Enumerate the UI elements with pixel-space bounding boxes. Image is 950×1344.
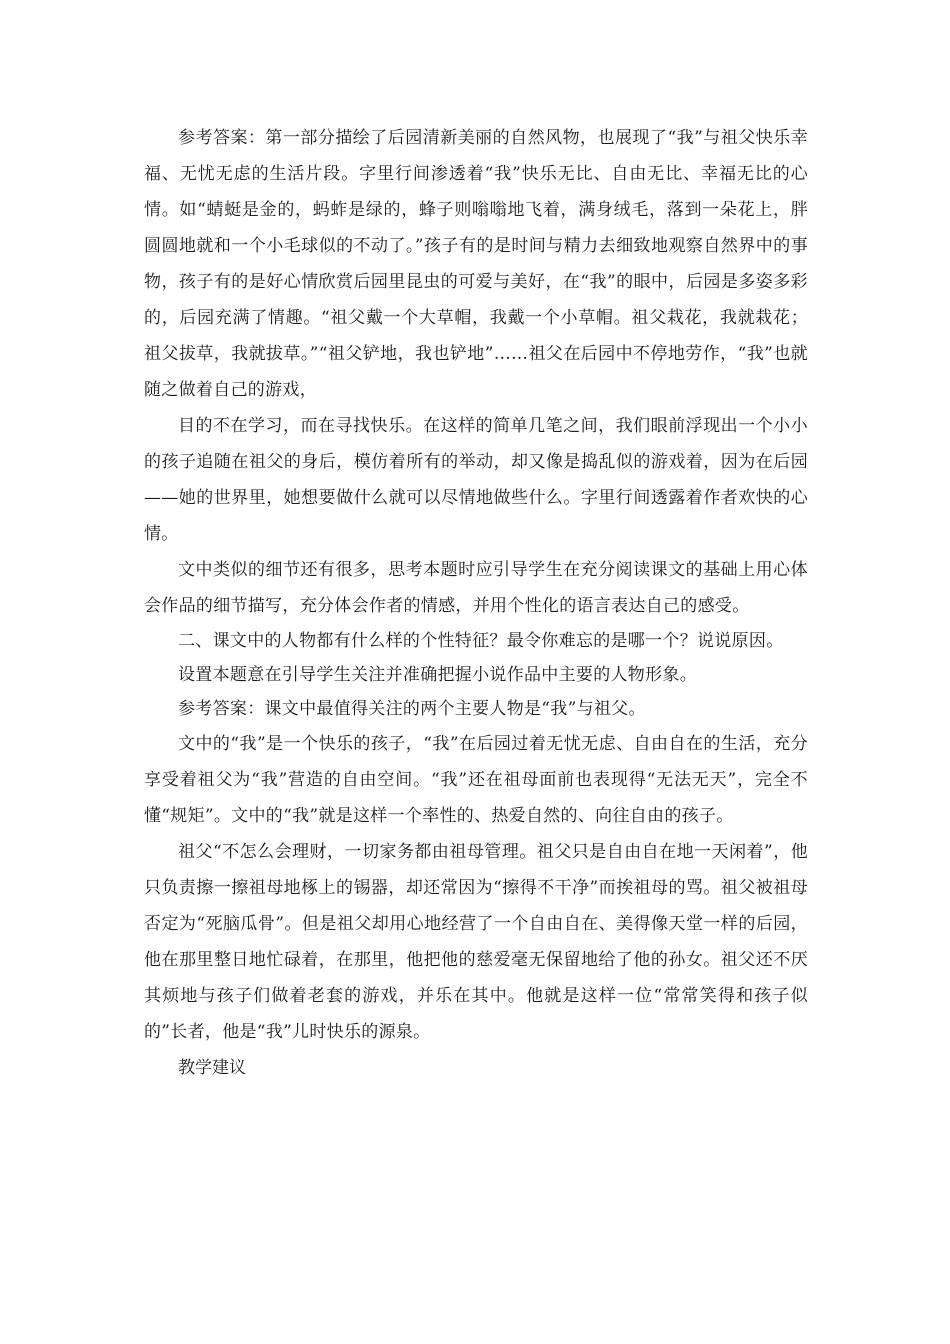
paragraph-answer-part-one: 参考答案：第一部分描绘了后园清新美丽的自然风物，也展现了“我”与祖父快乐幸福、无忧无虑的生活片段。字里行间渗透着“我”快乐无比、自由无比、幸福无比的心情。如“蜻蜓是金的，蚂蚱是绿的，蜂子则嗡嗡地飞着，满身绒毛，落到一朵花上，胖圆圆地就和一个小毛球似的不动了。”孩子有的是时间与精力去细致地观察自然界中的事物，孩子有的是好心情欣赏后园里昆虫的可爱与美好，在“我”的眼中，后园是多姿多彩的，后园充满了情趣。“祖父戴一个大草帽，我戴一个小草帽。祖父栽花，我就栽花；祖父拔草，我就拔草。”“祖父铲地，我也铲地”……祖父在后园中不停地劳作，“我”也就随之做着自己的游戏， bbox=[144, 128, 808, 400]
paragraph-character-grandfather: 祖父“不怎么会理财，一切家务都由祖母管理。祖父只是自由自在地一天闲着”，他只负责擦一擦祖母地椓上的锡器，却还常因为“擦得不干净”而挨祖母的骂。祖父被祖母否定为“死脑瓜骨”。但是祖父却用心地经营了一个自由自在、美得像天堂一样的后园，他在那里整日地忙碌着，在那里，他把他的慈爱毫无保留地给了他的孙女。祖父还不厌其烦地与孩子们做着老套的游戏，并乐在其中。他就是这样一位“常常笑得和孩子似的”长者，他是“我”儿时快乐的源泉。 bbox=[144, 842, 808, 1042]
section-heading-teaching-suggestions: 教学建议 bbox=[178, 1058, 246, 1078]
paragraph-question-intent: 设置本题意在引导学生关注并准确把握小说作品中主要的人物形象。 bbox=[178, 665, 697, 685]
paragraph-similar-details: 文中类似的细节还有很多，思考本题时应引导学生在充分阅读课文的基础上用心体会作品的细节描写，充分体会作者的情感，并用个性化的语言表达自己的感受。 bbox=[144, 560, 808, 616]
paragraph-answer-characters: 参考答案：课文中最值得关注的两个主要人物是“我”与祖父。 bbox=[178, 699, 646, 719]
paragraph-character-me: 文中的“我”是一个快乐的孩子，“我”在后园过着无忧无虑、自由自在的生活，充分享受着祖父为“我”营造的自由空间。“我”还在祖母面前也表现得“无法无天”，完全不懂“规矩”。文中的“我”就是这样一个率性的、热爱自然的、向往自由的孩子。 bbox=[144, 734, 808, 826]
document-page bbox=[144, 120, 808, 1086]
paragraph-purpose: 目的不在学习，而在寻找快乐。在这样的简单几笔之间，我们眼前浮现出一个小小的孩子追随在祖父的身后，模仿着所有的举动，却又像是捣乱似的游戏着，因为在后园——她的世界里，她想要做什么就可以尽情地做些什么。字里行间透露着作者欢快的心情。 bbox=[144, 416, 808, 544]
question-two: 二、课文中的人物都有什么样的个性特征？最令你难忘的是哪一个？说说原因。 bbox=[178, 631, 784, 651]
